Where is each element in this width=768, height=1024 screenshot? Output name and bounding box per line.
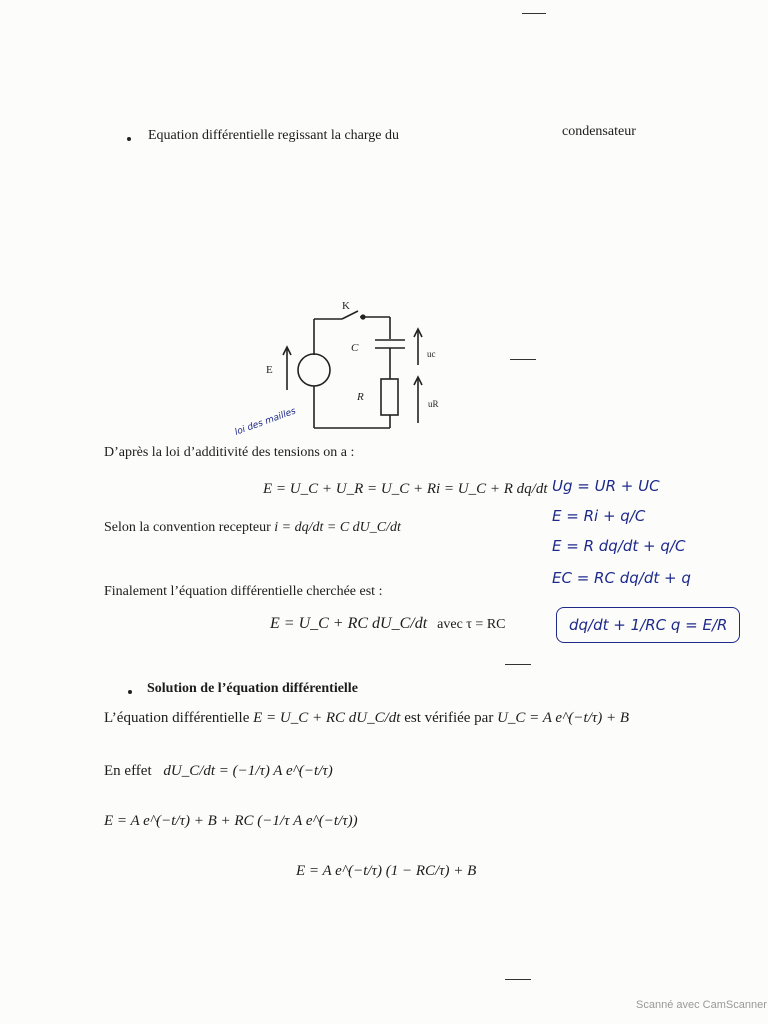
- final-tau: avec τ = RC: [437, 617, 506, 632]
- label-uc: uc: [427, 349, 436, 359]
- final-text: Finalement l’équation différentielle cherchée est :: [104, 584, 383, 599]
- handwritten-boxed-equation: dq/dt + 1/RC q = E/R: [556, 607, 740, 643]
- solution-line-solution: U_C = A e^(−t/τ) + B: [497, 710, 630, 726]
- bullet-1: [127, 137, 131, 141]
- margin-dash-bottom: [505, 979, 531, 980]
- convention-line: [104, 520, 401, 536]
- margin-dash-2: [510, 359, 536, 360]
- equation-1: E = U_C + U_R = U_C + Ri = U_C + R dq/dt: [263, 481, 548, 497]
- section-2-title: Solution de l’équation différentielle: [147, 681, 358, 696]
- derivative-equation: dU_C/dt = (−1/τ) A e^(−t/τ): [163, 763, 333, 779]
- handwritten-line-1: Ug = UR + UC: [552, 477, 660, 495]
- en-effet-line: [104, 763, 333, 780]
- generator-symbol: [298, 354, 330, 386]
- resistor-symbol: [381, 379, 398, 415]
- additivity-text: D’après la loi d’additivité des tensions on a :: [104, 445, 355, 460]
- bullet-2: [128, 690, 132, 694]
- en-effet-label: En effet: [104, 763, 152, 779]
- label-k: K: [342, 300, 350, 312]
- label-loop-handwritten: loi des mailles: [233, 406, 298, 438]
- section-1-title: Equation différentielle regissant la charge du: [148, 128, 400, 143]
- label-r: R: [357, 391, 364, 403]
- handwritten-line-4: EC = RC dq/dt + q: [552, 569, 691, 587]
- final-solution-equation: E = A e^(−t/τ) (1 − RC/τ) + B: [296, 863, 477, 879]
- label-c: C: [351, 342, 359, 354]
- substitution-equation: E = A e^(−t/τ) + B + RC (−1/τ A e^(−t/τ)): [104, 813, 358, 829]
- label-e: E: [266, 364, 273, 376]
- convention-prefix: Selon la convention recepteur: [104, 520, 275, 535]
- switch-contact: [361, 315, 365, 319]
- handwritten-line-3: E = R dq/dt + q/C: [552, 537, 686, 555]
- switch-k: [342, 311, 358, 319]
- convention-equation: i = dq/dt = C dU_C/dt: [274, 520, 401, 535]
- final-equation: E = U_C + RC dU_C/dt: [270, 615, 428, 632]
- section-1-title-tail: condensateur: [562, 124, 636, 139]
- handwritten-line-2: E = Ri + q/C: [552, 507, 646, 525]
- solution-line: [104, 710, 629, 727]
- label-ur: uR: [428, 399, 439, 409]
- scanner-watermark: Scanné avec CamScanner: [636, 999, 767, 1011]
- solution-line-equation: E = U_C + RC dU_C/dt: [253, 710, 401, 726]
- margin-dash-3: [505, 664, 531, 665]
- final-equation-line: [270, 615, 506, 633]
- margin-dash-top: [522, 13, 546, 14]
- rc-circuit-diagram: [230, 295, 460, 455]
- solution-line-prefix: L’équation différentielle: [104, 710, 254, 726]
- solution-line-mid: est vérifiée par: [400, 710, 498, 726]
